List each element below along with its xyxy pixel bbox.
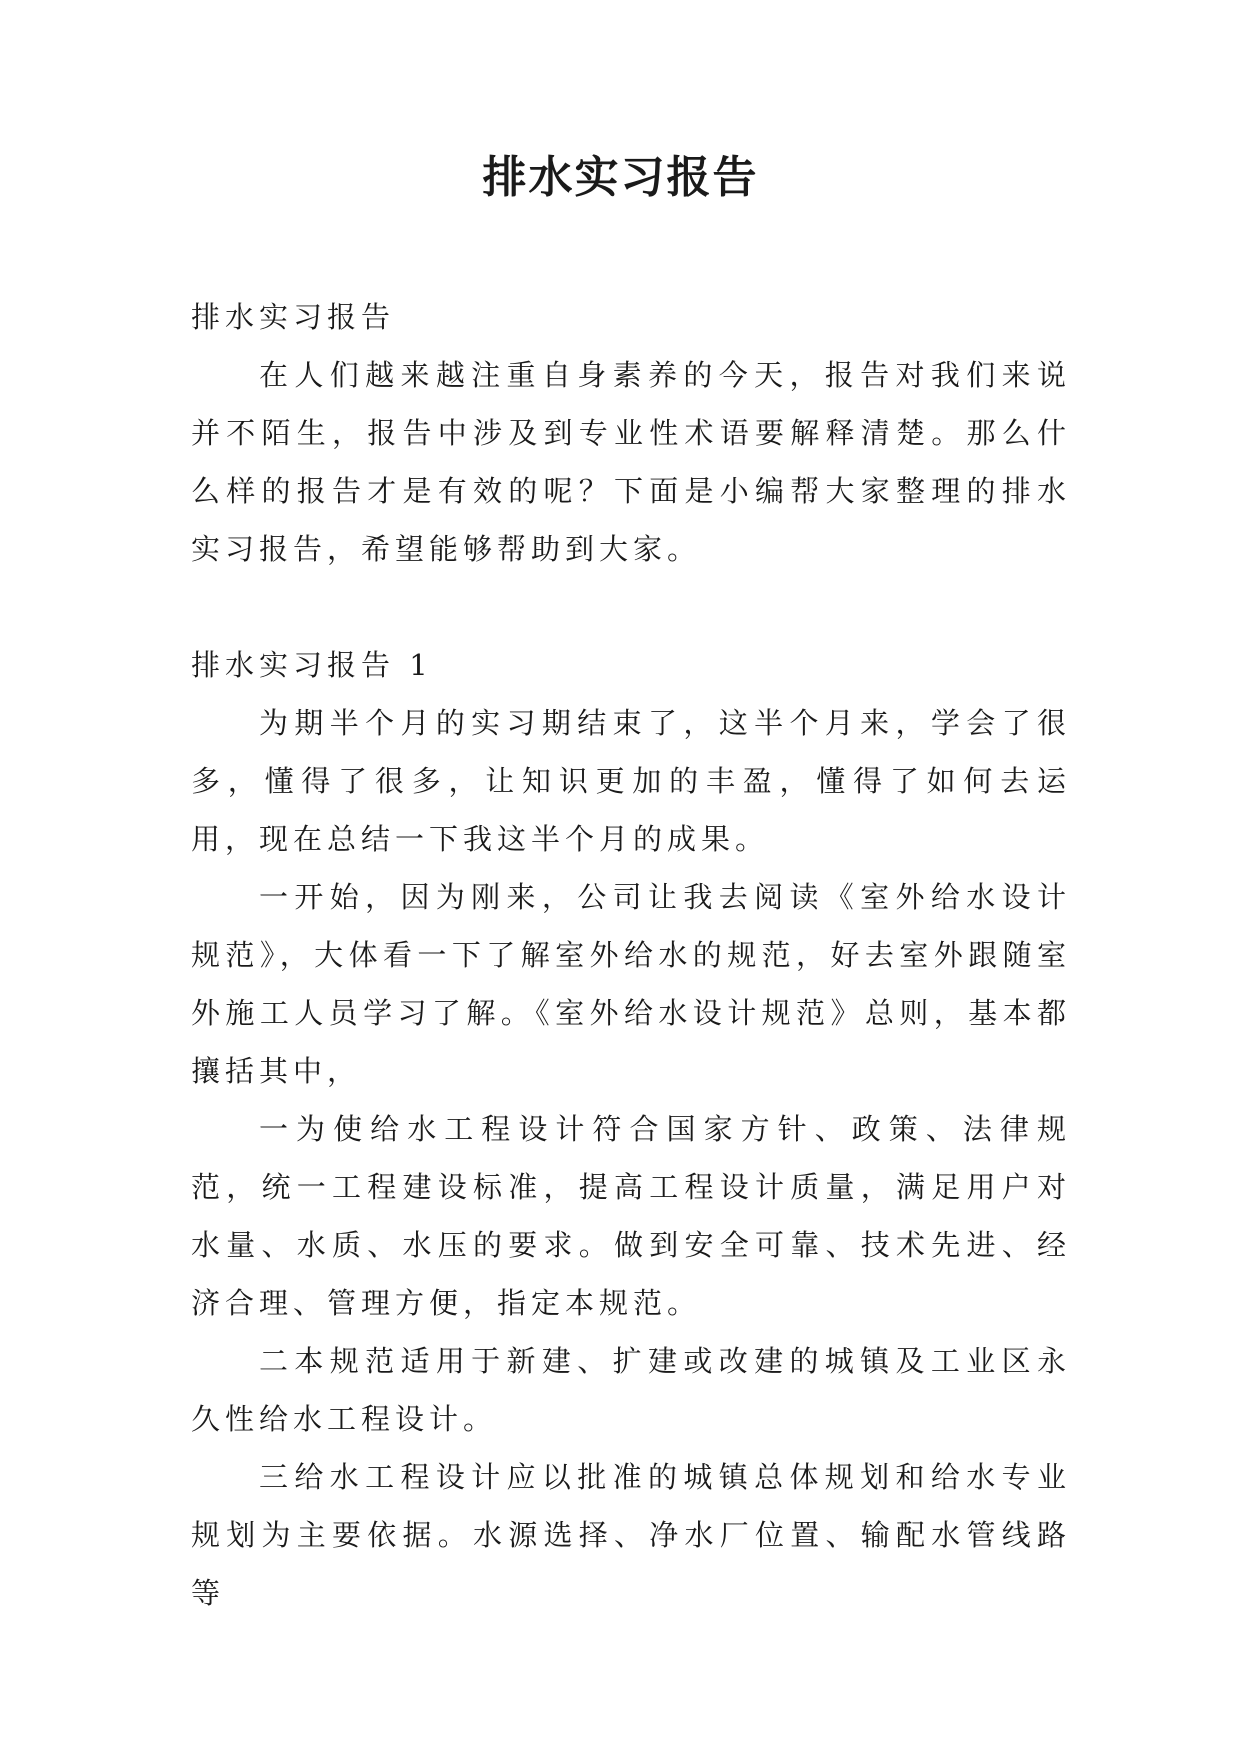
paragraph-reading: 一开始，因为刚来，公司让我去阅读《室外给水设计规范》，大体看一下了解室外给水的规范，好去室外跟随室外施工人员学习了解。《室外给水设计规范》总则，基本都攘括其中， [191,880,1071,1088]
paragraph-heading: 排水实习报告 [191,300,396,334]
paragraph-rule-1: 一为使给水工程设计符合国家方针、政策、法律规范，统一工程建设标准，提高工程设计质量，满足用户对水量、水质、水压的要求。做到安全可靠、技术先进、经济合理、管理方便，指定本规范。 [191,1112,1071,1320]
section-heading-1: 排水实习报告 1 [191,648,433,682]
paragraph-rule-2: 二本规范适用于新建、扩建或改建的城镇及工业区永久性给水工程设计。 [191,1344,1071,1436]
paragraph-rule-3: 三给水工程设计应以批准的城镇总体规划和给水专业规划为主要依据。水源选择、净水厂位置、输配水管线路等 [191,1460,1071,1610]
document-body [191,288,1071,1622]
document-title: 排水实习报告 [482,152,759,203]
paragraph-summary: 为期半个月的实习期结束了，这半个月来，学会了很多，懂得了很多，让知识更加的丰盈，懂得了如何去运用，现在总结一下我这半个月的成果。 [191,706,1071,856]
paragraph-intro: 在人们越来越注重自身素养的今天，报告对我们来说并不陌生，报告中涉及到专业性术语要解释清楚。那么什么样的报告才是有效的呢？下面是小编帮大家整理的排水实习报告，希望能够帮助到大家。 [191,358,1071,566]
